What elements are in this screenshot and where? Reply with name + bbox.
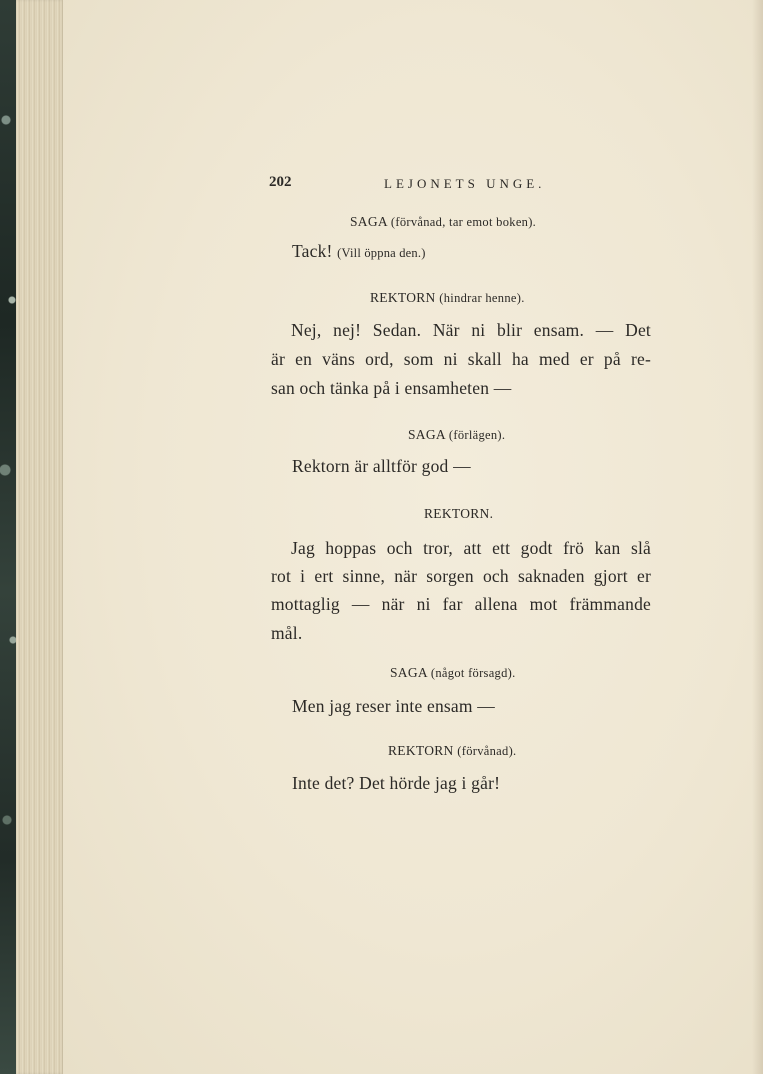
page-number: 202 — [269, 174, 292, 190]
speaker-name: REKTORN — [370, 290, 436, 305]
dialogue-line: är en väns ord, som ni skall ha med er på re- — [271, 349, 651, 369]
running-title: LEJONETS UNGE. — [384, 176, 546, 191]
page-gutter-shadow — [752, 0, 763, 1074]
dialogue-line: mål. — [271, 623, 303, 643]
speaker-heading — [390, 665, 516, 681]
book-page — [62, 0, 763, 1074]
speaker-heading — [388, 743, 516, 759]
stage-direction: (förlägen). — [448, 428, 506, 442]
speaker-heading — [370, 290, 525, 306]
speaker-name: REKTORN. — [424, 506, 494, 521]
speaker-name: SAGA — [350, 214, 388, 229]
dialogue-line: rot i ert sinne, när sorgen och saknaden gjort er — [271, 566, 651, 586]
speaker-heading — [408, 427, 505, 443]
speaker-name: SAGA — [408, 427, 446, 442]
dialogue-line: Jag hoppas och tror, att ett godt frö kan slå — [291, 538, 651, 558]
dialogue-line: Men jag reser inte ensam — — [292, 696, 495, 716]
speaker-name: REKTORN — [388, 743, 454, 758]
speaker-heading — [350, 214, 536, 230]
dialogue-line: san och tänka på i ensamheten — — [271, 378, 512, 398]
dialogue-line: Nej, nej! Sedan. När ni blir ensam. — Det — [291, 320, 651, 340]
speech-text: Tack! — [292, 241, 333, 261]
stage-direction: (något försagd). — [430, 666, 516, 680]
speaker-heading — [424, 506, 493, 522]
stage-direction: (hindrar henne). — [439, 291, 525, 305]
stage-direction: (Vill öppna den.) — [337, 246, 426, 260]
dialogue-line: Inte det? Det hörde jag i går! — [292, 773, 501, 793]
stage-direction: (förvånad, tar emot boken). — [390, 215, 537, 229]
dialogue-line: Rektorn är alltför god — — [292, 456, 471, 476]
dialogue-line — [292, 241, 426, 262]
page-edges — [16, 0, 68, 1074]
speaker-name: SAGA — [390, 665, 428, 680]
stage-direction: (förvånad). — [457, 744, 517, 758]
dialogue-line: mottaglig — när ni far allena mot främmande — [271, 594, 651, 614]
